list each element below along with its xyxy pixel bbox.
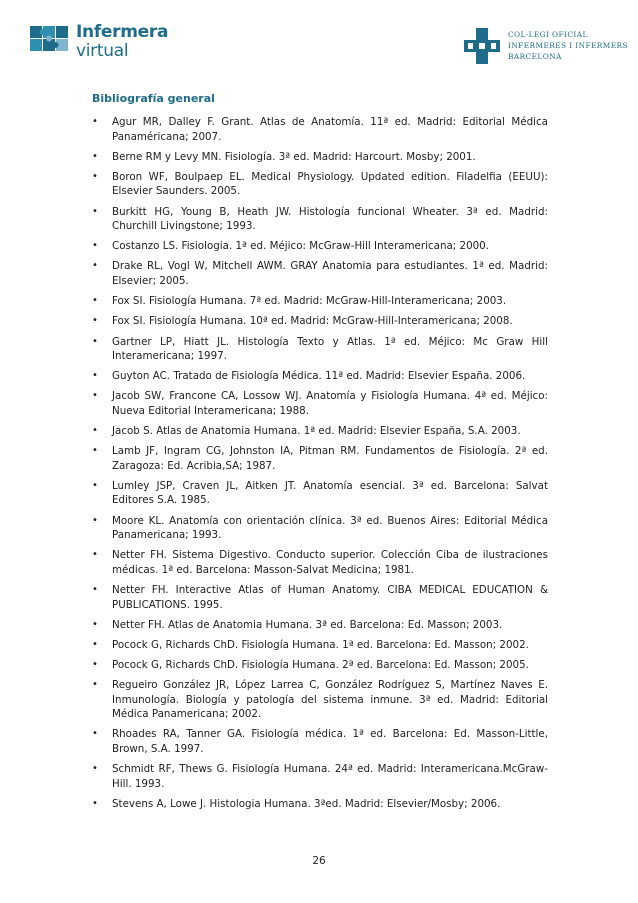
- reference-item: [92, 797, 548, 812]
- logo-text-line2: virtual: [76, 41, 129, 61]
- reference-text: Lumley JSP, Craven JL, Aitken JT. Anatomía esencial. 3ª ed. Barcelona: Salvat Editores S.A. 1985.: [112, 479, 548, 507]
- reference-item: [92, 583, 548, 612]
- reference-item: [92, 727, 548, 756]
- reference-item: [92, 548, 548, 577]
- bullet-icon: •: [92, 618, 98, 630]
- reference-text: Stevens A, Lowe J. Histologia Humana. 3ªed. Madrid: Elsevier/Mosby; 2006.: [112, 797, 501, 810]
- reference-item: [92, 115, 548, 144]
- reference-item: [92, 389, 548, 418]
- reference-item: [92, 762, 548, 791]
- bullet-icon: •: [92, 240, 98, 252]
- bullet-icon: •: [92, 335, 98, 347]
- logo-org-line3: BARCELONA: [508, 52, 562, 61]
- infermera-virtual-logo: [28, 20, 178, 66]
- bullet-icon: •: [92, 638, 98, 650]
- reference-text: Regueiro González JR, López Larrea C, González Rodríguez S, Martínez Naves E. Inmunología. Biología y patología del sistema inmune. 3ª ed. Madrid: Editorial Médica Panamericana; 2002.: [112, 679, 548, 721]
- reference-text: Lamb JF, Ingram CG, Johnston IA, Pitman RM. Fundamentos de Fisiología. 2ª ed. Zaragoza: Ed. Acribia,SA; 1987.: [112, 445, 548, 472]
- bullet-icon: •: [92, 260, 98, 272]
- reference-text: Pocock G, Richards ChD. Fisiología Humana. 2ª ed. Barcelona: Ed. Masson; 2005.: [112, 659, 529, 672]
- bullet-icon: •: [92, 170, 98, 182]
- bullet-icon: •: [92, 584, 98, 595]
- reference-text: Drake RL, Vogl W, Mitchell AWM. GRAY Anatomia para estudiantes. 1ª ed. Madrid: Elsevier; 2005.: [112, 260, 548, 287]
- bullet-icon: •: [92, 390, 98, 402]
- reference-item: [92, 638, 548, 653]
- bullet-icon: •: [92, 370, 98, 382]
- logo-org-line1: COL·LEGI OFICIAL: [508, 30, 588, 39]
- reference-item: [92, 479, 548, 508]
- reference-item: [92, 369, 548, 384]
- reference-item: [92, 658, 548, 673]
- bullet-icon: •: [92, 797, 98, 809]
- reference-text: Netter FH. Sistema Digestivo. Conducto superior. Colección Ciba de ilustraciones médicas. 1ª ed. Barcelona: Masson-Salvat Medicina; 1981.: [112, 549, 548, 576]
- reference-text: Netter FH. Atlas de Anatomia Humana. 3ª ed. Barcelona: Ed. Masson; 2003.: [112, 618, 503, 631]
- bullet-icon: •: [92, 205, 98, 217]
- reference-text: Schmidt RF, Thews G. Fisiología Humana. 24ª ed. Madrid: Interamericana.McGraw-Hill. 1993.: [112, 763, 548, 790]
- logo-org-line2: INFERMERES I INFERMERS: [508, 41, 628, 50]
- reference-text: Boron WF, Boulpaep EL. Medical Physiology. Updated edition. Filadelfia (EEUU): Elsevier Saunders. 2005.: [112, 170, 548, 198]
- bullet-icon: •: [92, 295, 98, 307]
- reference-item: [92, 170, 548, 199]
- reference-item: [92, 335, 548, 364]
- bullet-icon: •: [92, 445, 98, 457]
- reference-item: [92, 150, 548, 165]
- reference-text: Fox SI. Fisiología Humana. 10ª ed. Madrid: McGraw-Hill-Interamericana; 2008.: [112, 315, 513, 328]
- bullet-icon: •: [92, 549, 98, 561]
- reference-list: [92, 115, 548, 811]
- reference-text: Pocock G, Richards ChD. Fisiología Humana. 1ª ed. Barcelona: Ed. Masson; 2002.: [112, 638, 529, 651]
- bullet-icon: •: [92, 659, 98, 671]
- bullet-icon: •: [92, 150, 98, 162]
- reference-text: Gartner LP, Hiatt JL. Histología Texto y Atlas. 1ª ed. Méjico: Mc Graw Hill Interamericana; 1997.: [112, 335, 548, 362]
- reference-item: [92, 259, 548, 288]
- col-legi-logo: [462, 26, 628, 68]
- reference-text: Moore KL. Anatomía con orientación clínica. 3ª ed. Buenos Aires: Editorial Médica Panamericana; 1993.: [112, 514, 548, 542]
- reference-text: Agur MR, Dalley F. Grant. Atlas de Anatomía. 11ª ed. Madrid: Editorial Médica Panaméricana; 2007.: [112, 116, 548, 143]
- reference-text: Jacob SW, Francone CA, Lossow WJ. Anatomía y Fisiología Humana. 4ª ed. Méjico: Nueva Editorial Interamericana; 1988.: [112, 390, 548, 417]
- bullet-icon: •: [92, 763, 98, 775]
- reference-text: Rhoades RA, Tanner GA. Fisiología médica. 1ª ed. Barcelona: Ed. Masson-Little, Brown, S.A. 1997.: [112, 728, 548, 755]
- page-number: 26: [312, 855, 326, 867]
- reference-item: [92, 424, 548, 439]
- cross-logo-icon: [462, 26, 502, 66]
- reference-item: [92, 444, 548, 473]
- bullet-icon: •: [92, 479, 98, 491]
- bullet-icon: •: [92, 728, 98, 740]
- reference-text: Guyton AC. Tratado de Fisiología Médica. 11ª ed. Madrid: Elsevier España. 2006.: [112, 370, 526, 383]
- bullet-icon: •: [92, 116, 98, 127]
- reference-text: Jacob S. Atlas de Anatomia Humana. 1ª ed. Madrid: Elsevier España, S.A. 2003.: [112, 425, 521, 438]
- logo-text-line1: Infermera: [76, 22, 169, 42]
- bullet-icon: •: [92, 425, 98, 437]
- reference-text: Berne RM y Levy MN. Fisiología. 3ª ed. Madrid: Harcourt. Mosby; 2001.: [112, 150, 476, 163]
- reference-text: Netter FH. Interactive Atlas of Human Anatomy. CIBA MEDICAL EDUCATION & PUBLICATIONS. 1995.: [112, 584, 548, 611]
- bullet-icon: •: [92, 315, 98, 327]
- reference-item: [92, 314, 548, 329]
- main-content: [92, 92, 548, 817]
- reference-text: Burkitt HG, Young B, Heath JW. Histología funcional Wheater. 3ª ed. Madrid: Churchill Livingstone; 1993.: [112, 205, 548, 233]
- reference-item: [92, 618, 548, 633]
- puzzle-logo-icon: [28, 20, 72, 56]
- page-header: [0, 0, 638, 80]
- reference-item: [92, 514, 548, 543]
- bullet-icon: •: [92, 679, 98, 691]
- reference-item: [92, 239, 548, 254]
- reference-item: [92, 678, 548, 722]
- bullet-icon: •: [92, 514, 98, 526]
- section-title: Bibliografía general: [92, 92, 215, 105]
- reference-text: Costanzo LS. Fisiologia. 1ª ed. Méjico: McGraw-Hill Interamericana; 2000.: [112, 240, 490, 253]
- reference-text: Fox SI. Fisiología Humana. 7ª ed. Madrid: McGraw-Hill-Interamericana; 2003.: [112, 295, 507, 308]
- reference-item: [92, 205, 548, 234]
- reference-item: [92, 294, 548, 309]
